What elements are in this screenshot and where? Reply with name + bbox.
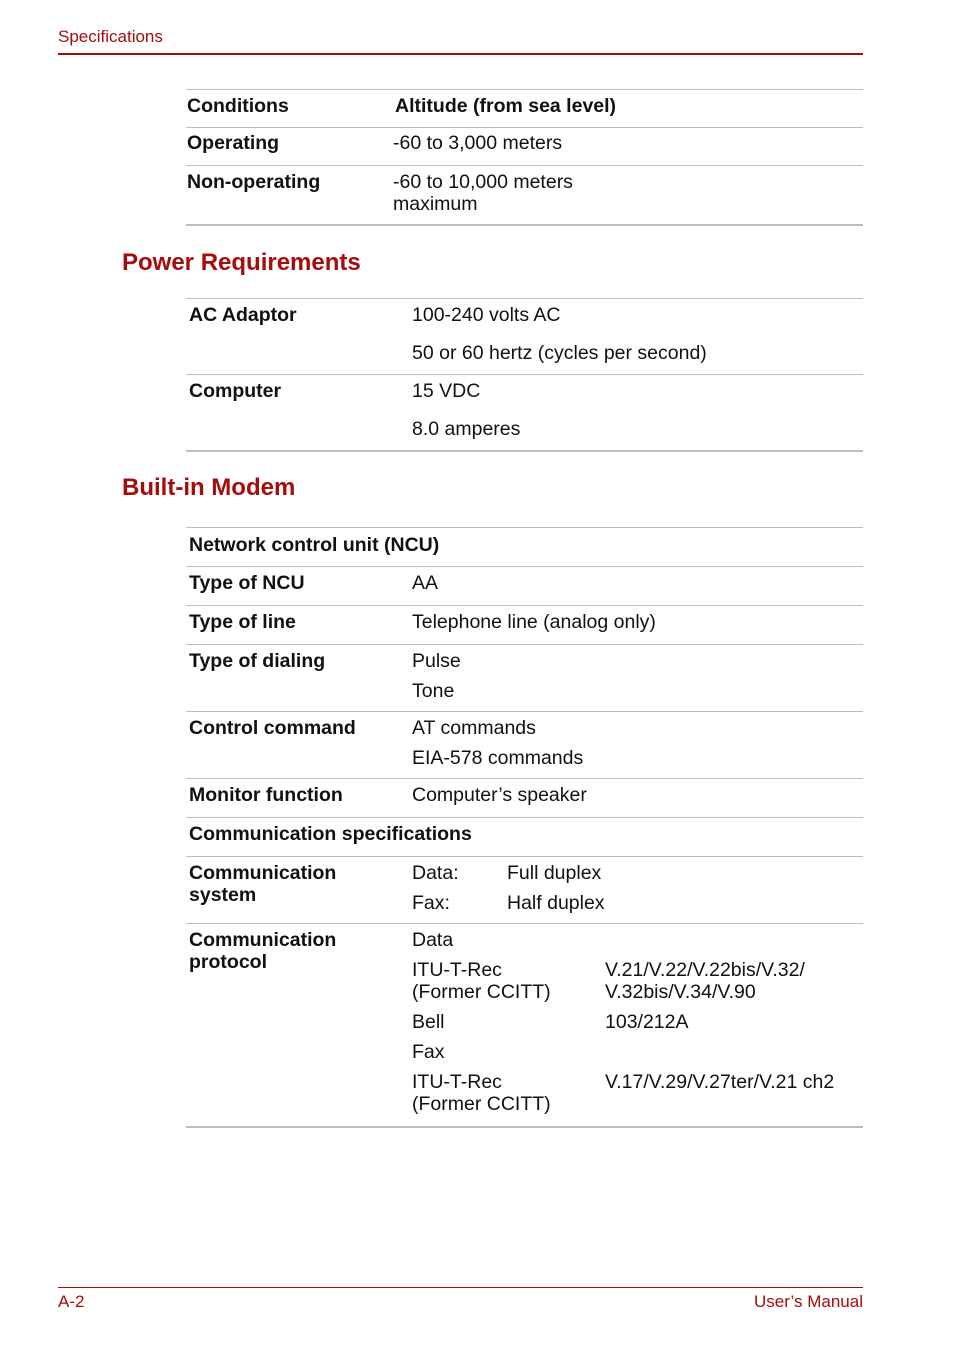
control-command-value: [412, 712, 863, 779]
ac-adaptor-value: [412, 299, 863, 375]
power-requirements-heading: Power Requirements: [122, 249, 361, 276]
dialing-tone: Tone: [412, 680, 455, 702]
comm-protocol-label-line2: protocol: [189, 951, 267, 973]
monitor-function-label: Monitor function: [186, 779, 412, 818]
footer-rule: [58, 1287, 863, 1288]
table-row: [186, 166, 863, 226]
type-of-dialing-value: [412, 645, 863, 712]
comm-system-label-line1: Communication: [189, 862, 337, 884]
protocol-data-heading: Data: [412, 929, 454, 951]
table-row: [186, 857, 863, 924]
computer-label: Computer: [186, 375, 412, 452]
comm-protocol-label: [186, 924, 412, 1128]
operating-label: Operating: [186, 128, 395, 166]
comm-system-value: [412, 857, 863, 924]
protocol-bell-row: [412, 1011, 863, 1033]
itu-data-value-line1: V.21/V.22/V.22bis/V.32/: [605, 959, 805, 981]
table-row: [186, 299, 863, 375]
power-table: [186, 298, 863, 452]
comm-system-data-row: [412, 862, 863, 884]
non-operating-value: [393, 166, 861, 226]
data-mode-value: Full duplex: [507, 862, 602, 884]
altitude-header: Altitude (from sea level): [395, 90, 863, 128]
at-commands: AT commands: [412, 717, 536, 739]
table-row: [186, 606, 863, 645]
operating-value: -60 to 3,000 meters: [393, 128, 861, 166]
table-row: [186, 924, 863, 1128]
comm-protocol-label-line1: Communication: [189, 929, 337, 951]
page-number: A-2: [58, 1292, 85, 1311]
computer-value: [412, 375, 863, 452]
type-of-dialing-label: Type of dialing: [186, 645, 412, 712]
non-operating-label: Non-operating: [186, 166, 395, 226]
data-mode-label: Data:: [412, 862, 459, 884]
protocol-itu-data-row: [412, 959, 863, 1003]
bell-label: Bell: [412, 1011, 445, 1033]
comm-system-fax-row: [412, 892, 863, 914]
itu-data-value-line2: V.32bis/V.34/V.90: [605, 981, 756, 1003]
dialing-pulse: Pulse: [412, 650, 461, 672]
table-row: [186, 818, 863, 857]
ncu-section-header: Network control unit (NCU): [186, 528, 863, 567]
bell-value: 103/212A: [605, 1011, 689, 1033]
table-row: [186, 375, 863, 452]
computer-current: 8.0 amperes: [412, 418, 521, 440]
type-of-ncu-label: Type of NCU: [186, 567, 412, 606]
header-rule: [58, 53, 863, 55]
comm-protocol-value: [412, 924, 863, 1128]
ac-adaptor-frequency: 50 or 60 hertz (cycles per second): [412, 342, 707, 364]
protocol-itu-fax-row: [412, 1071, 863, 1115]
running-header: Specifications: [58, 27, 163, 46]
itu-fax-value: V.17/V.29/V.27ter/V.21 ch2: [605, 1071, 835, 1093]
altitude-table: [186, 89, 863, 226]
fax-mode-value: Half duplex: [507, 892, 605, 914]
control-command-label: Control command: [186, 712, 412, 779]
table-row: [186, 528, 863, 567]
itu-data-line2: (Former CCITT): [412, 981, 551, 1003]
eia-commands: EIA-578 commands: [412, 747, 584, 769]
table-row: [186, 779, 863, 818]
comm-spec-section-header: Communication specifications: [186, 818, 863, 857]
table-row: [186, 128, 863, 166]
ac-adaptor-label: AC Adaptor: [186, 299, 412, 375]
comm-system-label-line2: system: [189, 884, 257, 906]
table-row: [186, 90, 863, 128]
type-of-ncu-value: AA: [412, 567, 863, 606]
itu-fax-line1: ITU-T-Rec: [412, 1071, 502, 1093]
modem-table: [186, 527, 863, 1128]
table-row: [186, 712, 863, 779]
type-of-line-value: Telephone line (analog only): [412, 606, 863, 645]
computer-voltage: 15 VDC: [412, 380, 481, 402]
protocol-fax-heading: Fax: [412, 1041, 445, 1063]
non-operating-value-line1: -60 to 10,000 meters: [393, 171, 573, 193]
type-of-line-label: Type of line: [186, 606, 412, 645]
built-in-modem-heading: Built-in Modem: [122, 474, 296, 501]
monitor-function-value: Computer’s speaker: [412, 779, 863, 818]
table-row: [186, 645, 863, 712]
manual-title: User’s Manual: [754, 1292, 863, 1311]
ac-adaptor-voltage: 100-240 volts AC: [412, 304, 561, 326]
itu-data-line1: ITU-T-Rec: [412, 959, 502, 981]
non-operating-value-line2: maximum: [393, 193, 478, 215]
conditions-header: Conditions: [186, 90, 395, 128]
itu-fax-line2: (Former CCITT): [412, 1093, 551, 1115]
comm-system-label: [186, 857, 412, 924]
fax-mode-label: Fax:: [412, 892, 450, 914]
table-row: [186, 567, 863, 606]
